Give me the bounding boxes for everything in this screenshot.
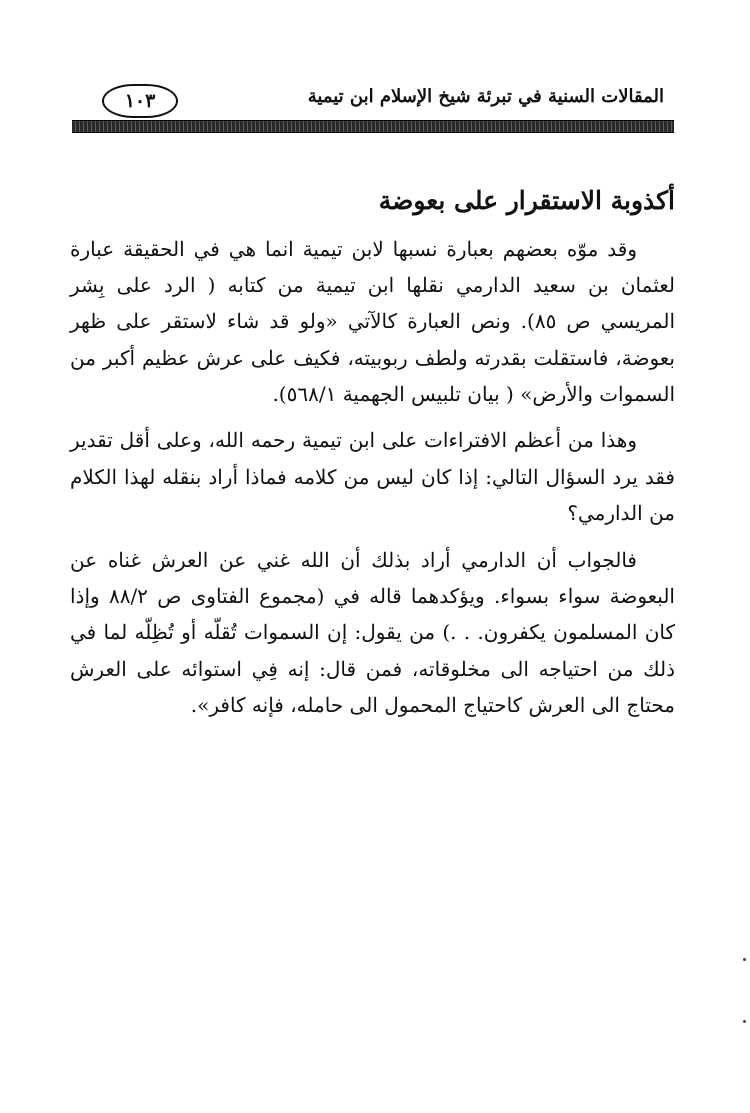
running-title: المقالات السنية في تبرئة شيخ الإسلام ابن تيمية: [307, 86, 664, 107]
page-number-badge: [102, 84, 178, 118]
page-header: [72, 78, 672, 118]
paragraph-2: وهذا من أعظم الافتراءات على ابن تيمية رحمه الله، وعلى أقل تقدير فقد يرد السؤال التالي: إذا كان ليس من كلامه فماذا أراد بنقله لهذا الكلام من الدارمي؟: [70, 428, 675, 526]
page-number: ١٠٣: [124, 89, 156, 112]
scan-artifact-dot: [743, 958, 746, 961]
paragraph-3: فالجواب أن الدارمي أراد بذلك أن الله غني عن العرش غناه عن البعوضة سواء بسواء. ويؤكدهما قاله في (مجموع الفتاوى ص ٨٨/٢ وإذا كان المسلمون يكفرون. . .) من يقول: إن السموات تُقلّه أو تُظِلّه لما في ذلك من احتياجه الى مخلوقاته، فمن قال: إنه فِي استوائه على العرش محتاج الى العرش كاحتياج المحمول الى حامله، فإنه كافر».: [70, 547, 675, 718]
section-title: أكذوبة الاستقرار على بعوضة: [378, 186, 675, 215]
header-rule: [72, 120, 674, 133]
scan-artifact-dot: [743, 1020, 746, 1023]
page-body: [70, 180, 675, 734]
paragraph-1: وقد موّه بعضهم بعبارة نسبها لابن تيمية انما هي في الحقيقة عبارة لعثمان بن سعيد الدارمي نقلها ابن تيمية من كتابه ( الرد على بِشر المريسي ص ٨٥). ونص العبارة كالآتي «ولو قد شاء لاستقر على ظهر بعوضة، فاستقلت بقدرته ولطف ربوبيته، فكيف على عرش عظيم أكبر من السموات والأرض» ( بيان تلبيس الجهمية ٥٦٨/١).: [70, 236, 675, 407]
